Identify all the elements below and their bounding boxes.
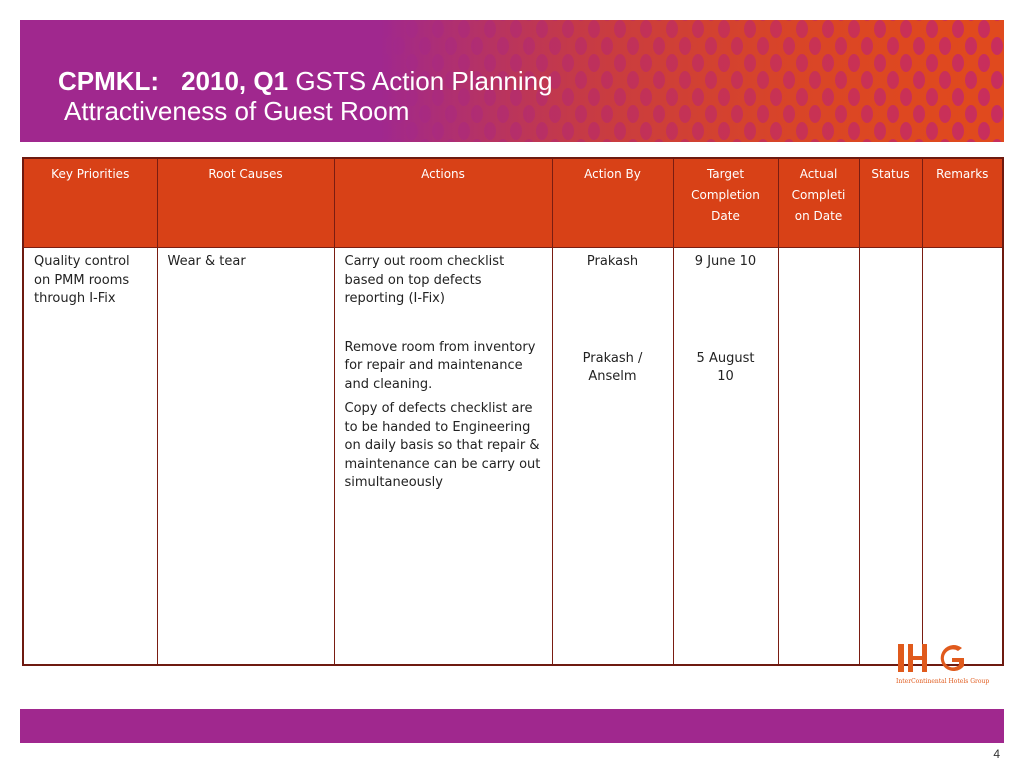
- column-header: Target Completion Date: [673, 158, 778, 248]
- column-header: Actions: [334, 158, 552, 248]
- action-item: Carry out room checklist based on top defects reporting (I-Fix): [344, 254, 505, 306]
- remarks-cell: [922, 248, 1003, 666]
- title-text: GSTS Action Planning: [295, 66, 553, 96]
- action-item: Remove room from inventory for repair and maintenance and cleaning.: [344, 339, 536, 392]
- table-header-row: [23, 158, 1003, 248]
- action-item: Copy of defects checklist are to be handed to Engineering on daily basis so that repair & maintenance can be carry out simultaneously: [344, 401, 541, 490]
- column-header: Key Priorities: [23, 158, 157, 248]
- target-date-entry: 5 August 10: [696, 350, 755, 384]
- column-header: Action By: [552, 158, 673, 248]
- actual-date-cell: [778, 248, 859, 666]
- action-by-cell: [552, 248, 673, 666]
- action-by-entry: Prakash / Anselm: [582, 350, 643, 384]
- page-title: [58, 66, 553, 126]
- logo-text: InterContinental Hotels Group: [896, 678, 990, 685]
- table-row: [23, 248, 1003, 666]
- key-priority-cell: Quality control on PMM rooms through I-Fix: [23, 248, 157, 666]
- page-subtitle: Attractiveness of Guest Room: [64, 96, 410, 126]
- column-header: Root Causes: [157, 158, 334, 248]
- action-by-entry: Prakash: [586, 254, 639, 269]
- root-cause-cell: Wear & tear: [157, 248, 334, 666]
- title-bold: CPMKL:: [58, 66, 160, 96]
- page-number: 4: [993, 747, 1000, 761]
- target-date-entry: 9 June 10: [694, 254, 757, 269]
- header-banner: [20, 20, 1004, 142]
- action-plan-table: [22, 157, 1004, 666]
- footer-banner: [20, 709, 1004, 743]
- ihg-logo: [896, 640, 996, 688]
- column-header: Remarks: [922, 158, 1003, 248]
- status-cell: [859, 248, 922, 666]
- target-date-cell: [673, 248, 778, 666]
- title-bold-period: 2010, Q1: [181, 66, 289, 96]
- column-header: Status: [859, 158, 922, 248]
- actions-cell: [334, 248, 552, 666]
- column-header: Actual Completi on Date: [778, 158, 859, 248]
- ihg-logo-mark: [896, 640, 996, 676]
